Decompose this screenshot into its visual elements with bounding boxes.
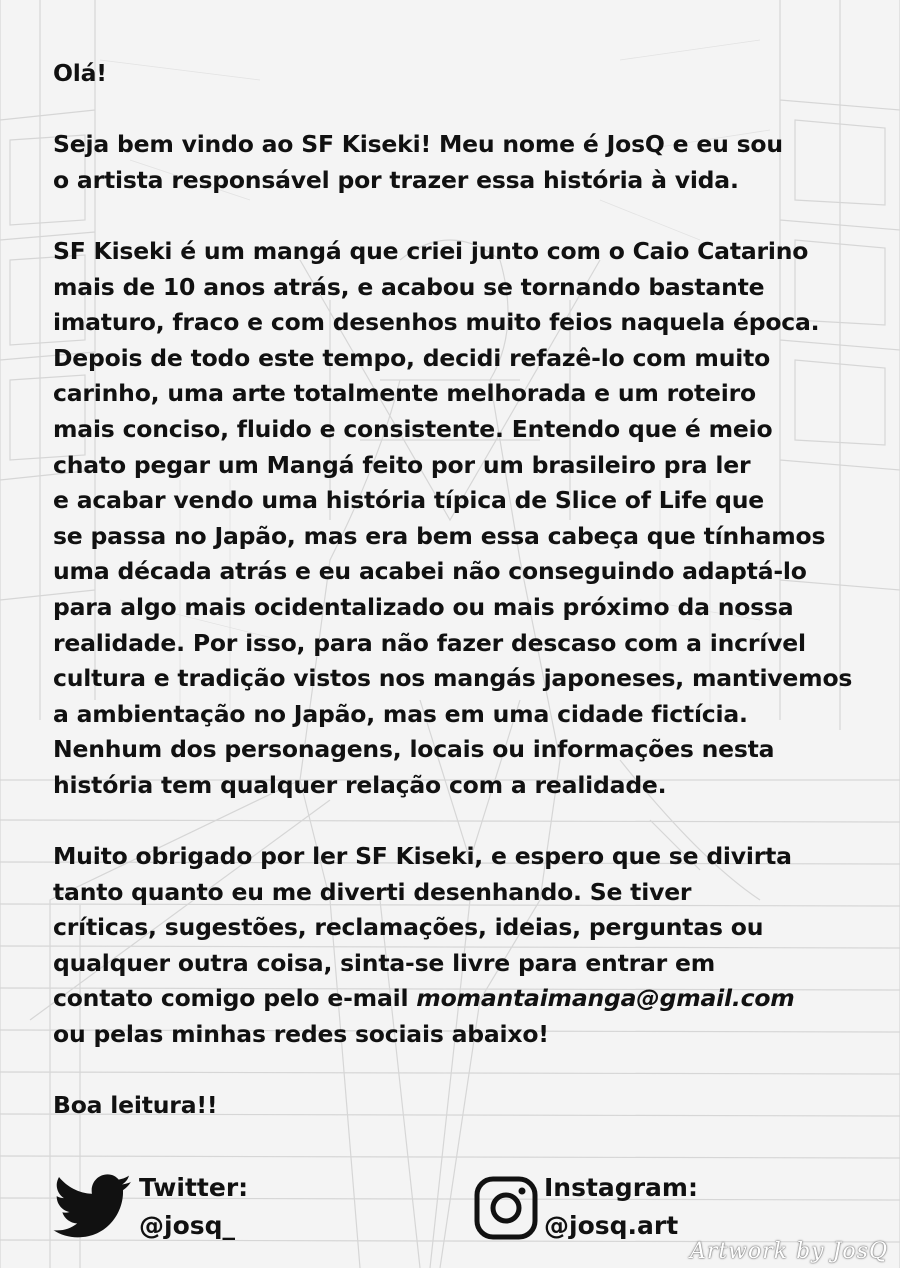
instagram-icon: [474, 1176, 538, 1240]
body-line: a ambientação no Japão, mas em uma cidade fictícia.: [53, 699, 748, 728]
thanks-line: tanto quanto eu me diverti desenhando. Se tiver: [53, 877, 692, 906]
letter-text: [53, 56, 873, 1124]
intro-line: Seja bem vindo ao SF Kiseki! Meu nome é JosQ e eu sou: [53, 130, 783, 159]
body-line: SF Kiseki é um mangá que criei junto com o Caio Catarino: [53, 236, 809, 265]
body-line: carinho, uma arte totalmente melhorada e um roteiro: [53, 379, 756, 408]
twitter-handle[interactable]: @josq_: [139, 1211, 236, 1240]
greeting: Olá!: [53, 59, 107, 87]
twitter-bird-icon: [53, 1174, 133, 1240]
body-line: para algo mais ocidentalizado ou mais próximo da nossa: [53, 592, 794, 621]
body-line: e acabar vendo uma história típica de Slice of Life que: [53, 486, 765, 515]
instagram-handle[interactable]: @josq.art: [544, 1211, 679, 1240]
body-line: uma década atrás e eu acabei não conseguindo adaptá-lo: [53, 557, 807, 586]
thanks-line: Muito obrigado por ler SF Kiseki, e espero que se divirta: [53, 842, 792, 871]
intro-line: o artista responsável por trazer essa história à vida.: [53, 165, 739, 194]
body-line: história tem qualquer relação com a realidade.: [53, 770, 667, 799]
twitter-label: Twitter:: [139, 1173, 249, 1202]
instagram-contact[interactable]: [472, 1170, 802, 1250]
thanks-line: críticas, sugestões, reclamações, ideias, perguntas ou: [53, 913, 764, 942]
contact-prefix: contato comigo pelo e-mail: [53, 984, 417, 1013]
body-line: chato pegar um Mangá feito por um brasileiro pra ler: [53, 450, 751, 479]
body-line: Depois de todo este tempo, decidi refazê-lo com muito: [53, 343, 771, 372]
instagram-label: Instagram:: [544, 1173, 698, 1202]
twitter-contact[interactable]: [53, 1170, 353, 1250]
body-line: cultura e tradição vistos nos mangás japoneses, mantivemos: [53, 664, 853, 693]
artwork-credit: Artwork by JosQ: [689, 1239, 888, 1264]
body-line: Nenhum dos personagens, locais ou informações nesta: [53, 735, 775, 764]
contact-suffix: ou pelas minhas redes sociais abaixo!: [53, 1020, 549, 1049]
email-address[interactable]: momantaimanga@gmail.com: [416, 984, 795, 1013]
thanks-line: qualquer outra coisa, sinta-se livre para entrar em: [53, 948, 716, 977]
body-line: se passa no Japão, mas era bem essa cabeça que tínhamos: [53, 521, 826, 550]
body-line: imaturo, fraco e com desenhos muito feios naquela época.: [53, 308, 820, 337]
body-line: realidade. Por isso, para não fazer descaso com a incrível: [53, 628, 806, 657]
closing: Boa leitura!!: [53, 1091, 218, 1120]
body-line: mais conciso, fluido e consistente. Entendo que é meio: [53, 414, 773, 443]
contact-line: [53, 981, 873, 1017]
body-line: mais de 10 anos atrás, e acabou se tornando bastante: [53, 272, 765, 301]
